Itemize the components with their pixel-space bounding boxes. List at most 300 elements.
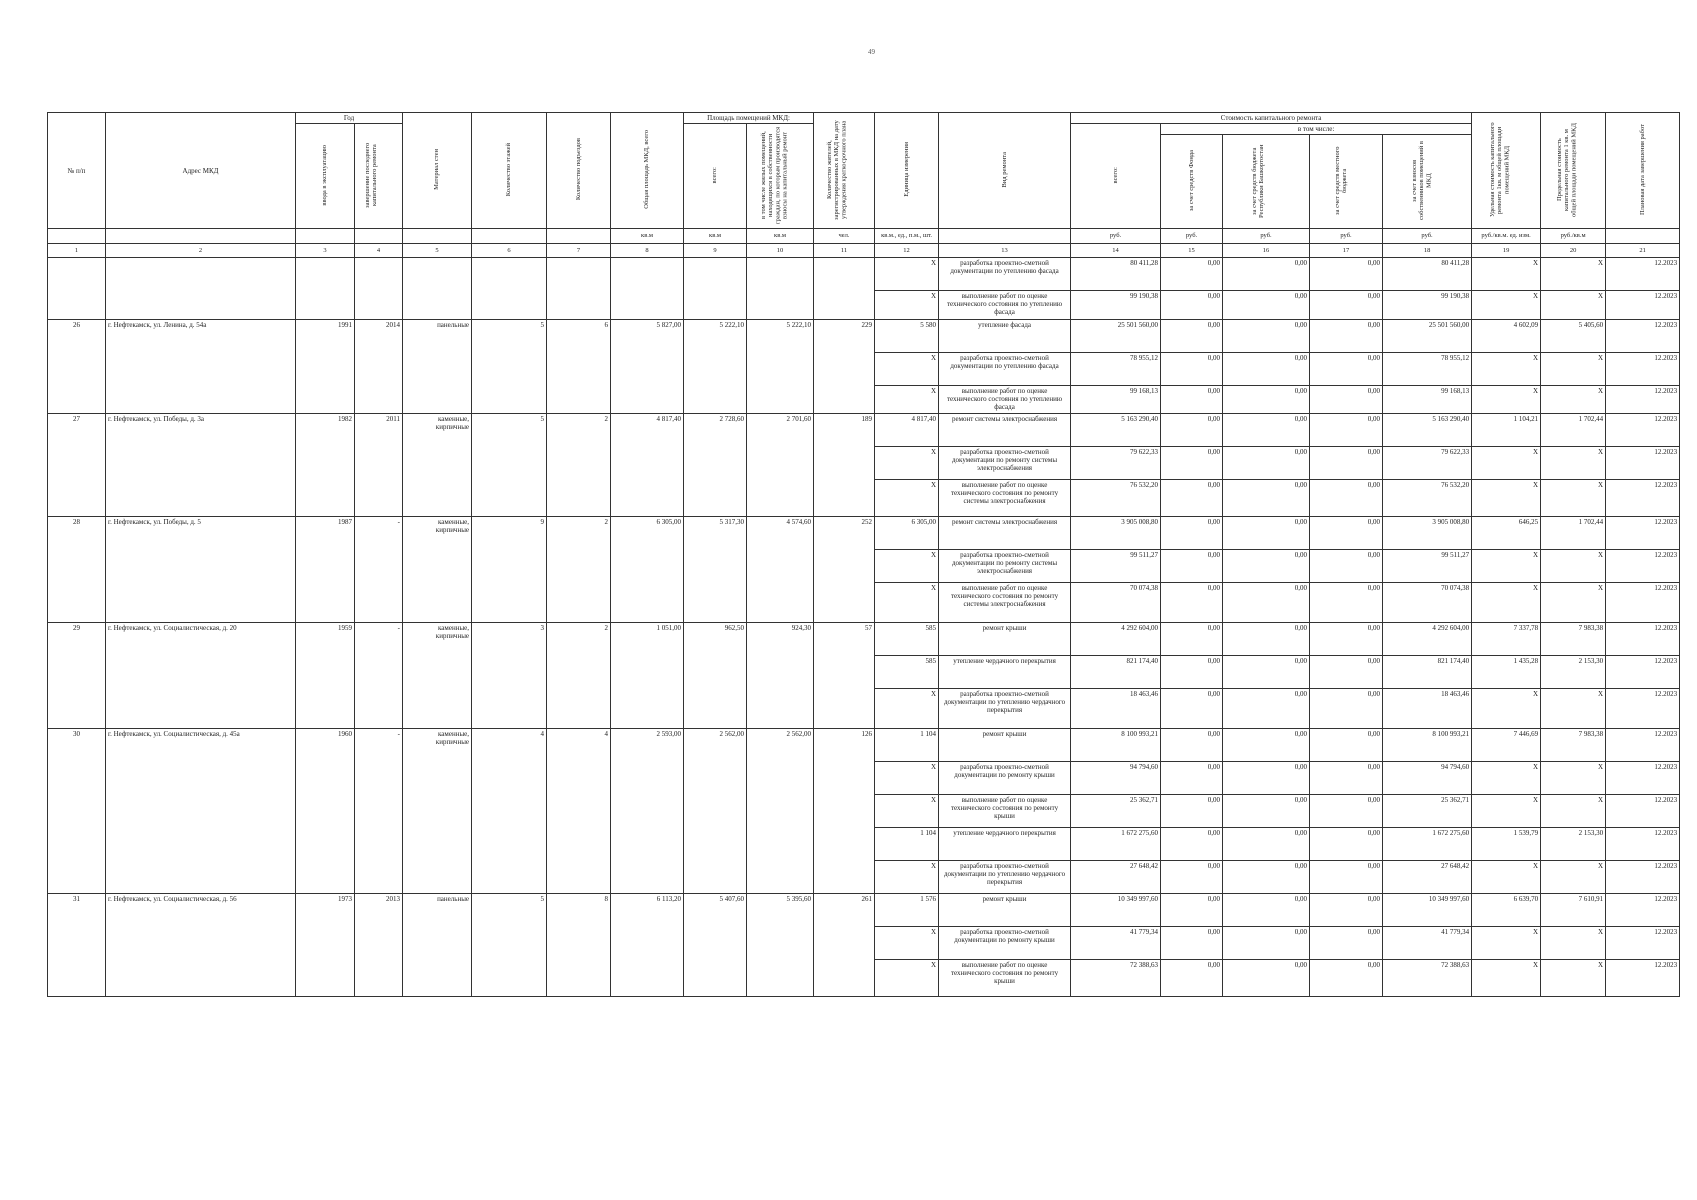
unit-cell xyxy=(48,229,106,244)
area-all-cell xyxy=(684,258,747,320)
cost-owners-cell: 72 388,63 xyxy=(1383,960,1472,997)
cost-rb-budget-cell: 0,00 xyxy=(1223,517,1310,550)
specific-cost-cell: X xyxy=(1472,258,1541,291)
cost-owners-cell: 41 779,34 xyxy=(1383,927,1472,960)
cost-total-cell: 99 190,38 xyxy=(1071,291,1161,320)
year-built-cell: 1987 xyxy=(296,517,355,623)
specific-cost-cell: X xyxy=(1472,861,1541,894)
cost-local-budget-cell: 0,00 xyxy=(1310,291,1383,320)
year-built-cell xyxy=(296,258,355,320)
completion-date-cell: 12.2023 xyxy=(1606,386,1680,414)
area-living-cell: 2 562,00 xyxy=(747,729,814,894)
table-row xyxy=(48,414,1680,447)
column-number-cell: 2 xyxy=(106,244,296,258)
cost-owners-cell: 8 100 993,21 xyxy=(1383,729,1472,762)
cost-local-budget-cell: 0,00 xyxy=(1310,353,1383,386)
specific-cost-cell: X xyxy=(1472,762,1541,795)
header-col-15 xyxy=(1161,135,1223,229)
walls-material-cell: панельные xyxy=(403,320,472,414)
cost-owners-cell: 94 794,60 xyxy=(1383,762,1472,795)
specific-cost-cell: 4 602,09 xyxy=(1472,320,1541,353)
cost-fund-cell: 0,00 xyxy=(1161,447,1223,480)
entrances-cell xyxy=(547,258,611,320)
cost-owners-cell: 80 411,28 xyxy=(1383,258,1472,291)
column-number-cell: 9 xyxy=(684,244,747,258)
cost-rb-budget-cell: 0,00 xyxy=(1223,861,1310,894)
cost-total-cell: 25 501 560,00 xyxy=(1071,320,1161,353)
year-repair-cell: - xyxy=(355,623,403,729)
address-cell: г. Нефтекамск, ул. Социалистическая, д. 20 xyxy=(106,623,296,729)
cost-owners-cell: 18 463,46 xyxy=(1383,689,1472,729)
header-col-17-text: за счет средств местного бюджета xyxy=(1334,146,1349,215)
header-col-14 xyxy=(1071,124,1161,229)
cost-fund-cell: 0,00 xyxy=(1161,517,1223,550)
column-number-cell: 3 xyxy=(296,244,355,258)
cost-local-budget-cell: 0,00 xyxy=(1310,828,1383,861)
specific-cost-cell: X xyxy=(1472,795,1541,828)
unit-cell: руб. xyxy=(1161,229,1223,244)
unit-cell xyxy=(1606,229,1680,244)
specific-cost-cell: X xyxy=(1472,291,1541,320)
walls-material-cell: панельные xyxy=(403,894,472,997)
limit-cost-cell: X xyxy=(1541,689,1606,729)
cost-fund-cell: 0,00 xyxy=(1161,320,1223,353)
walls-material-cell: каменные, кирпичные xyxy=(403,414,472,517)
header-col-13-text: Вид ремонта xyxy=(1000,151,1008,188)
work-type-cell: выполнение работ по оценке технического состояния по ремонту крыши xyxy=(939,795,1071,828)
table-header xyxy=(48,113,1680,258)
work-unit-cell: X xyxy=(875,480,939,517)
header-col-8-text: Общая площадь МКД, всего xyxy=(643,130,651,209)
cost-fund-cell: 0,00 xyxy=(1161,656,1223,689)
completion-date-cell: 12.2023 xyxy=(1606,583,1680,623)
limit-cost-cell: 7 610,91 xyxy=(1541,894,1606,927)
address-cell: г. Нефтекамск, ул. Ленина, д. 54а xyxy=(106,320,296,414)
header-col-2: Адрес МКД xyxy=(106,113,296,229)
header-col-18-text: за счет взносов собственников помещений в МКД xyxy=(1411,141,1433,221)
work-type-cell: разработка проектно-сметной документации по ремонту системы электроснабжения xyxy=(939,550,1071,583)
limit-cost-cell: X xyxy=(1541,258,1606,291)
cost-owners-cell: 27 648,42 xyxy=(1383,861,1472,894)
column-number-cell: 8 xyxy=(611,244,684,258)
cost-fund-cell: 0,00 xyxy=(1161,894,1223,927)
header-col-10 xyxy=(747,124,814,229)
cost-total-cell: 80 411,28 xyxy=(1071,258,1161,291)
cost-fund-cell: 0,00 xyxy=(1161,550,1223,583)
cost-owners-cell: 5 163 290,40 xyxy=(1383,414,1472,447)
cost-total-cell: 41 779,34 xyxy=(1071,927,1161,960)
cost-owners-cell: 821 174,40 xyxy=(1383,656,1472,689)
cost-local-budget-cell: 0,00 xyxy=(1310,960,1383,997)
limit-cost-cell: X xyxy=(1541,927,1606,960)
specific-cost-cell: 1 435,28 xyxy=(1472,656,1541,689)
column-number-cell: 20 xyxy=(1541,244,1606,258)
table-row xyxy=(48,623,1680,656)
work-unit-cell: X xyxy=(875,583,939,623)
header-col-8 xyxy=(611,113,684,229)
header-col-12 xyxy=(875,113,939,229)
column-number-cell: 4 xyxy=(355,244,403,258)
column-number-cell: 16 xyxy=(1223,244,1310,258)
completion-date-cell: 12.2023 xyxy=(1606,447,1680,480)
work-type-cell: ремонт системы электроснабжения xyxy=(939,517,1071,550)
floors-cell: 3 xyxy=(472,623,547,729)
work-unit-cell: X xyxy=(875,353,939,386)
work-type-cell: выполнение работ по оценке технического состояния по ремонту системы электроснабжения xyxy=(939,480,1071,517)
column-number-cell: 11 xyxy=(814,244,875,258)
limit-cost-cell: X xyxy=(1541,386,1606,414)
completion-date-cell: 12.2023 xyxy=(1606,258,1680,291)
year-repair-cell: 2013 xyxy=(355,894,403,997)
total-area-cell xyxy=(611,258,684,320)
cost-rb-budget-cell: 0,00 xyxy=(1223,414,1310,447)
completion-date-cell: 12.2023 xyxy=(1606,689,1680,729)
address-cell: г. Нефтекамск, ул. Социалистическая, д. 45а xyxy=(106,729,296,894)
work-type-cell: выполнение работ по оценке технического состояния по ремонту крыши xyxy=(939,960,1071,997)
column-number-cell: 21 xyxy=(1606,244,1680,258)
specific-cost-cell: X xyxy=(1472,960,1541,997)
completion-date-cell: 12.2023 xyxy=(1606,623,1680,656)
limit-cost-cell: X xyxy=(1541,353,1606,386)
area-living-cell xyxy=(747,258,814,320)
completion-date-cell: 12.2023 xyxy=(1606,320,1680,353)
work-type-cell: разработка проектно-сметной документации по утеплению фасада xyxy=(939,258,1071,291)
cost-owners-cell: 25 501 560,00 xyxy=(1383,320,1472,353)
work-unit-cell: 1 576 xyxy=(875,894,939,927)
completion-date-cell: 12.2023 xyxy=(1606,480,1680,517)
header-year-group: Год xyxy=(296,113,403,124)
floors-cell: 9 xyxy=(472,517,547,623)
header-incl-group: в том числе: xyxy=(1161,124,1472,135)
cost-fund-cell: 0,00 xyxy=(1161,480,1223,517)
work-type-cell: выполнение работ по оценке технического состояния по утеплению фасада xyxy=(939,386,1071,414)
specific-cost-cell: X xyxy=(1472,480,1541,517)
floors-cell: 5 xyxy=(472,894,547,997)
limit-cost-cell: 5 405,60 xyxy=(1541,320,1606,353)
area-living-cell: 5 395,60 xyxy=(747,894,814,997)
capital-repair-table-sheet xyxy=(47,112,1679,997)
cost-rb-budget-cell: 0,00 xyxy=(1223,583,1310,623)
unit-cell xyxy=(547,229,611,244)
work-type-cell: разработка проектно-сметной документации по утеплению фасада xyxy=(939,353,1071,386)
entrances-cell: 2 xyxy=(547,414,611,517)
work-type-cell: ремонт крыши xyxy=(939,729,1071,762)
cost-owners-cell: 78 955,12 xyxy=(1383,353,1472,386)
limit-cost-cell: X xyxy=(1541,762,1606,795)
header-area-group: Площадь помещений МКД: xyxy=(684,113,814,124)
area-all-cell: 2 562,00 xyxy=(684,729,747,894)
cost-fund-cell: 0,00 xyxy=(1161,828,1223,861)
work-unit-cell: X xyxy=(875,861,939,894)
row-number: 30 xyxy=(48,729,106,894)
limit-cost-cell: X xyxy=(1541,550,1606,583)
cost-fund-cell: 0,00 xyxy=(1161,583,1223,623)
table-body xyxy=(48,258,1680,997)
header-col-14-text: всего: xyxy=(1111,166,1119,184)
column-number-cell: 7 xyxy=(547,244,611,258)
work-type-cell: разработка проектно-сметной документации по ремонту системы электроснабжения xyxy=(939,447,1071,480)
address-cell: г. Нефтекамск, ул. Победы, д. 3а xyxy=(106,414,296,517)
cost-fund-cell: 0,00 xyxy=(1161,729,1223,762)
header-col-11-text: Количество жителей, зарегистрированных в МКД на дату утверждения краткосрочного плана xyxy=(826,119,848,220)
year-repair-cell: 2014 xyxy=(355,320,403,414)
table-row xyxy=(48,320,1680,353)
cost-total-cell: 8 100 993,21 xyxy=(1071,729,1161,762)
residents-cell: 252 xyxy=(814,517,875,623)
work-unit-cell: 585 xyxy=(875,656,939,689)
year-built-cell: 1982 xyxy=(296,414,355,517)
work-unit-cell: X xyxy=(875,960,939,997)
cost-total-cell: 10 349 997,60 xyxy=(1071,894,1161,927)
area-living-cell: 5 222,10 xyxy=(747,320,814,414)
header-col-10-text: в том числе жилых помещений, находящихся в собственности граждан, по которым производятся взносы на капитальный ремонт xyxy=(760,126,789,224)
column-number-cell: 14 xyxy=(1071,244,1161,258)
work-unit-cell: 4 817,40 xyxy=(875,414,939,447)
header-units-row xyxy=(48,229,1680,244)
cost-fund-cell: 0,00 xyxy=(1161,795,1223,828)
header-col-1: № п/п xyxy=(48,113,106,229)
header-col-5-text: Материал стен xyxy=(433,149,441,190)
cost-owners-cell: 76 532,20 xyxy=(1383,480,1472,517)
column-number-cell: 13 xyxy=(939,244,1071,258)
header-col-11 xyxy=(814,113,875,229)
completion-date-cell: 12.2023 xyxy=(1606,894,1680,927)
specific-cost-cell: X xyxy=(1472,927,1541,960)
cost-owners-cell: 99 190,38 xyxy=(1383,291,1472,320)
work-type-cell: разработка проектно-сметной документации по ремонту крыши xyxy=(939,762,1071,795)
cost-fund-cell: 0,00 xyxy=(1161,762,1223,795)
completion-date-cell: 12.2023 xyxy=(1606,656,1680,689)
cost-local-budget-cell: 0,00 xyxy=(1310,795,1383,828)
year-repair-cell xyxy=(355,258,403,320)
cost-owners-cell: 99 511,27 xyxy=(1383,550,1472,583)
cost-owners-cell: 3 905 008,80 xyxy=(1383,517,1472,550)
cost-fund-cell: 0,00 xyxy=(1161,414,1223,447)
unit-cell xyxy=(403,229,472,244)
cost-owners-cell: 10 349 997,60 xyxy=(1383,894,1472,927)
row-number: 29 xyxy=(48,623,106,729)
header-col-7-text: Количество подъездов xyxy=(574,138,582,201)
work-unit-cell: X xyxy=(875,762,939,795)
table-row xyxy=(48,729,1680,762)
cost-total-cell: 27 648,42 xyxy=(1071,861,1161,894)
work-type-cell: утепление чердачного перекрытия xyxy=(939,828,1071,861)
header-col-15-text: за счет средств Фонда xyxy=(1187,150,1195,212)
limit-cost-cell: 7 983,38 xyxy=(1541,729,1606,762)
cost-local-budget-cell: 0,00 xyxy=(1310,258,1383,291)
cost-owners-cell: 70 074,38 xyxy=(1383,583,1472,623)
area-living-cell: 924,30 xyxy=(747,623,814,729)
area-living-cell: 2 701,60 xyxy=(747,414,814,517)
work-type-cell: ремонт системы электроснабжения xyxy=(939,414,1071,447)
column-number-cell: 1 xyxy=(48,244,106,258)
specific-cost-cell: X xyxy=(1472,353,1541,386)
specific-cost-cell: X xyxy=(1472,583,1541,623)
header-column-numbers-row xyxy=(48,244,1680,258)
work-type-cell: утепление фасада xyxy=(939,320,1071,353)
cost-local-budget-cell: 0,00 xyxy=(1310,583,1383,623)
work-unit-cell: X xyxy=(875,447,939,480)
cost-fund-cell: 0,00 xyxy=(1161,353,1223,386)
specific-cost-cell: 646,25 xyxy=(1472,517,1541,550)
total-area-cell: 6 113,20 xyxy=(611,894,684,997)
unit-cell: кв.м xyxy=(611,229,684,244)
header-col-4 xyxy=(355,124,403,229)
total-area-cell: 4 817,40 xyxy=(611,414,684,517)
cost-fund-cell: 0,00 xyxy=(1161,258,1223,291)
cost-local-budget-cell: 0,00 xyxy=(1310,623,1383,656)
cost-local-budget-cell: 0,00 xyxy=(1310,480,1383,517)
table-row xyxy=(48,517,1680,550)
entrances-cell: 2 xyxy=(547,623,611,729)
work-unit-cell: X xyxy=(875,689,939,729)
walls-material-cell: каменные, кирпичные xyxy=(403,517,472,623)
address-cell: г. Нефтекамск, ул. Социалистическая, д. 56 xyxy=(106,894,296,997)
floors-cell: 5 xyxy=(472,320,547,414)
header-col-19 xyxy=(1472,113,1541,229)
area-all-cell: 962,50 xyxy=(684,623,747,729)
completion-date-cell: 12.2023 xyxy=(1606,927,1680,960)
area-all-cell: 5 407,60 xyxy=(684,894,747,997)
work-type-cell: разработка проектно-сметной документации по утеплению чердачного перекрытия xyxy=(939,689,1071,729)
total-area-cell: 5 827,00 xyxy=(611,320,684,414)
limit-cost-cell: 7 983,38 xyxy=(1541,623,1606,656)
header-col-6-text: Количество этажей xyxy=(505,142,513,197)
cost-total-cell: 3 905 008,80 xyxy=(1071,517,1161,550)
work-type-cell: выполнение работ по оценке технического состояния по ремонту системы электроснабжения xyxy=(939,583,1071,623)
work-type-cell: разработка проектно-сметной документации по ремонту крыши xyxy=(939,927,1071,960)
cost-local-budget-cell: 0,00 xyxy=(1310,689,1383,729)
header-cost-group: Стоимость капитального ремонта xyxy=(1071,113,1472,124)
header-col-6 xyxy=(472,113,547,229)
entrances-cell: 4 xyxy=(547,729,611,894)
entrances-cell: 2 xyxy=(547,517,611,623)
specific-cost-cell: X xyxy=(1472,689,1541,729)
column-number-cell: 17 xyxy=(1310,244,1383,258)
specific-cost-cell: X xyxy=(1472,447,1541,480)
header-col-4-text: завершение последнего капитального ремонта xyxy=(363,142,378,208)
cost-rb-budget-cell: 0,00 xyxy=(1223,795,1310,828)
cost-rb-budget-cell: 0,00 xyxy=(1223,320,1310,353)
entrances-cell: 6 xyxy=(547,320,611,414)
residents-cell: 57 xyxy=(814,623,875,729)
header-col-9-text: всего: xyxy=(711,166,719,184)
cost-fund-cell: 0,00 xyxy=(1161,623,1223,656)
limit-cost-cell: 1 702,44 xyxy=(1541,517,1606,550)
work-type-cell: выполнение работ по оценке технического состояния по утеплению фасада xyxy=(939,291,1071,320)
cost-local-budget-cell: 0,00 xyxy=(1310,927,1383,960)
cost-fund-cell: 0,00 xyxy=(1161,689,1223,729)
row-number xyxy=(48,258,106,320)
work-type-cell: ремонт крыши xyxy=(939,894,1071,927)
specific-cost-cell: 1 104,21 xyxy=(1472,414,1541,447)
total-area-cell: 2 593,00 xyxy=(611,729,684,894)
cost-rb-budget-cell: 0,00 xyxy=(1223,689,1310,729)
header-col-16-text: за счет средств бюджета Республики Башкортостан xyxy=(1251,143,1266,218)
cost-rb-budget-cell: 0,00 xyxy=(1223,447,1310,480)
cost-total-cell: 821 174,40 xyxy=(1071,656,1161,689)
header-col-16 xyxy=(1223,135,1310,229)
cost-fund-cell: 0,00 xyxy=(1161,927,1223,960)
floors-cell: 4 xyxy=(472,729,547,894)
work-unit-cell: X xyxy=(875,927,939,960)
header-col-13 xyxy=(939,113,1071,229)
row-number: 28 xyxy=(48,517,106,623)
header-col-17 xyxy=(1310,135,1383,229)
header-col-3-text: ввода в эксплуатацию xyxy=(321,144,329,206)
floors-cell: 5 xyxy=(472,414,547,517)
unit-cell: кв.м xyxy=(684,229,747,244)
column-number-cell: 12 xyxy=(875,244,939,258)
cost-total-cell: 76 532,20 xyxy=(1071,480,1161,517)
cost-total-cell: 1 672 275,60 xyxy=(1071,828,1161,861)
completion-date-cell: 12.2023 xyxy=(1606,291,1680,320)
unit-cell: руб. xyxy=(1310,229,1383,244)
row-number: 26 xyxy=(48,320,106,414)
table-row xyxy=(48,258,1680,291)
specific-cost-cell: X xyxy=(1472,550,1541,583)
walls-material-cell: каменные, кирпичные xyxy=(403,729,472,894)
cost-total-cell: 18 463,46 xyxy=(1071,689,1161,729)
page-number: 49 xyxy=(868,48,875,56)
unit-cell xyxy=(472,229,547,244)
cost-local-budget-cell: 0,00 xyxy=(1310,729,1383,762)
cost-owners-cell: 79 622,33 xyxy=(1383,447,1472,480)
address-cell: г. Нефтекамск, ул. Победы, д. 5 xyxy=(106,517,296,623)
year-built-cell: 1973 xyxy=(296,894,355,997)
cost-total-cell: 4 292 604,00 xyxy=(1071,623,1161,656)
cost-total-cell: 94 794,60 xyxy=(1071,762,1161,795)
work-unit-cell: X xyxy=(875,795,939,828)
address-cell xyxy=(106,258,296,320)
cost-fund-cell: 0,00 xyxy=(1161,960,1223,997)
cost-local-budget-cell: 0,00 xyxy=(1310,517,1383,550)
area-all-cell: 2 728,60 xyxy=(684,414,747,517)
unit-cell: руб. xyxy=(1383,229,1472,244)
residents-cell: 261 xyxy=(814,894,875,997)
unit-cell: кв.м xyxy=(747,229,814,244)
cost-owners-cell: 99 168,13 xyxy=(1383,386,1472,414)
year-built-cell: 1959 xyxy=(296,623,355,729)
cost-local-budget-cell: 0,00 xyxy=(1310,386,1383,414)
unit-cell xyxy=(355,229,403,244)
column-number-cell: 15 xyxy=(1161,244,1223,258)
header-col-20 xyxy=(1541,113,1606,229)
cost-rb-budget-cell: 0,00 xyxy=(1223,353,1310,386)
work-unit-cell: 585 xyxy=(875,623,939,656)
unit-cell: руб./кв.м. ед. изм. xyxy=(1472,229,1541,244)
cost-local-budget-cell: 0,00 xyxy=(1310,762,1383,795)
work-type-cell: утепление чердачного перекрытия xyxy=(939,656,1071,689)
unit-cell: руб. xyxy=(1223,229,1310,244)
header-col-3 xyxy=(296,124,355,229)
cost-owners-cell: 4 292 604,00 xyxy=(1383,623,1472,656)
work-unit-cell: 6 305,00 xyxy=(875,517,939,550)
table-row xyxy=(48,894,1680,927)
cost-local-budget-cell: 0,00 xyxy=(1310,320,1383,353)
cost-rb-budget-cell: 0,00 xyxy=(1223,550,1310,583)
header-col-21-text: Плановая дата завершения работ xyxy=(1639,124,1647,216)
cost-rb-budget-cell: 0,00 xyxy=(1223,828,1310,861)
cost-total-cell: 79 622,33 xyxy=(1071,447,1161,480)
cost-rb-budget-cell: 0,00 xyxy=(1223,960,1310,997)
total-area-cell: 6 305,00 xyxy=(611,517,684,623)
column-number-cell: 5 xyxy=(403,244,472,258)
cost-total-cell: 25 362,71 xyxy=(1071,795,1161,828)
completion-date-cell: 12.2023 xyxy=(1606,828,1680,861)
unit-cell: чел. xyxy=(814,229,875,244)
header-col-5 xyxy=(403,113,472,229)
